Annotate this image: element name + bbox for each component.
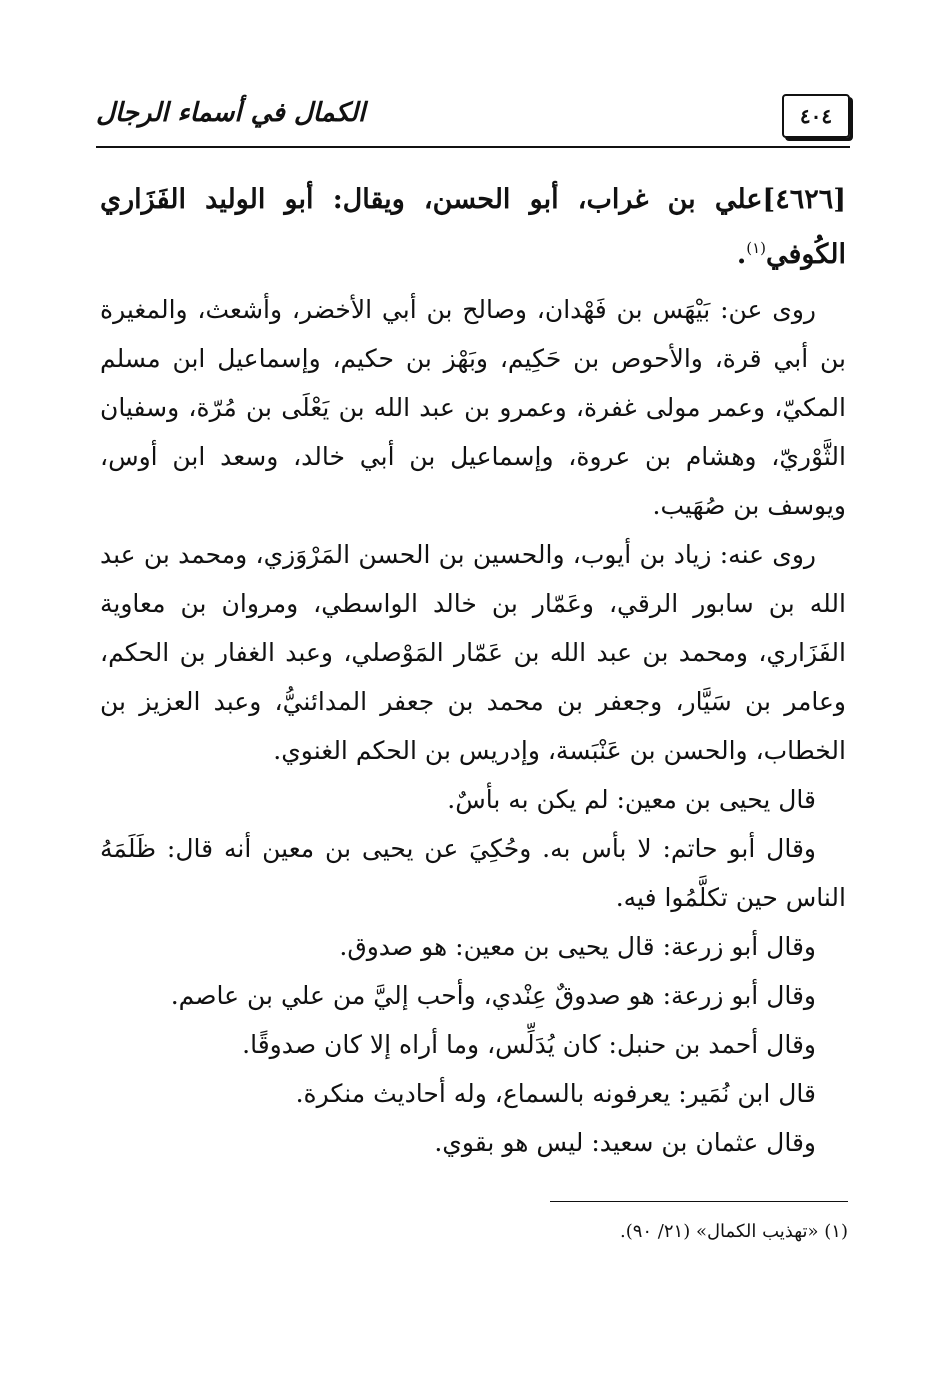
footnote-reference: (١) (746, 239, 766, 257)
entry-heading-text: [٤٦٢٦]علي بن غراب، أبو الحسن، ويقال: أبو الوليد الفَزَاري الكُوفي (100, 184, 846, 270)
paragraph-quote: وقال أبو زرعة: هو صدوقٌ عِنْدي، وأحب إليَّ من علي بن عاصم. (170, 981, 816, 1010)
page-header (96, 80, 850, 148)
page-number: ٤٠٤ (782, 94, 850, 138)
paragraph-quote: وقال عثمان بن سعيد: ليس هو بقوي. (434, 1128, 816, 1157)
paragraph-quote: وقال أبو حاتم: لا بأس به. وحُكِيَ عن يحيى بن معين أنه قال: ظَلَمَهُ الناس حين تكلَّمُوا فيه. (100, 834, 846, 912)
entry-heading (100, 176, 846, 279)
footnote-divider (550, 1201, 848, 1202)
paragraph-quote: وقال أحمد بن حنبل: كان يُدَلِّس، وما أراه إلا كان صدوقًا. (242, 1030, 816, 1059)
entry-heading-end: . (736, 239, 747, 270)
paragraph-narrated-from: روى عن: بَيْهَس بن فَهْدان، وصالح بن أبي الأخضر، وأشعث، والمغيرة بن أبي قرة، والأحوص بن حَكِيم، وبَهْز بن حكيم، وإسماعيل ابن مسلم المكيّ، وعمر مولى غفرة، وعمرو بن عبد الله بن يَعْلَى بن مُرّة، وسفيان الثَّوْريّ، وهشام بن عروة، وإسماعيل بن أبي خالد، وسعد ابن أوس، ويوسف بن صُهَيب. (100, 295, 846, 520)
paragraph-quote: قال ابن نُمَير: يعرفونه بالسماع، وله أحاديث منكرة. (295, 1079, 816, 1108)
book-title: الكمال في أسماء الرجال (96, 98, 366, 128)
page-body (100, 176, 846, 1167)
header-divider (96, 146, 850, 148)
paragraph-narrated-by: روى عنه: زياد بن أيوب، والحسين بن الحسن المَرْوَزي، ومحمد بن عبد الله بن سابور الرقي، وعَمّار بن خالد الواسطي، ومروان بن معاوية الفَزَاري، ومحمد بن عبد الله بن عَمّار المَوْصلي، وعبد الغفار بن الحكم، وعامر بن سَيَّار، وجعفر بن محمد بن جعفر المدائنيُّ، وعبد العزيز بن الخطاب، والحسن بن عَنْبَسة، وإدريس بن الحكم الغنوي. (100, 540, 846, 765)
paragraph-quote: وقال أبو زرعة: قال يحيى بن معين: هو صدوق. (339, 932, 816, 961)
footnote: (١) «تهذيب الكمال» (٢١/ ٩٠). (619, 1221, 848, 1242)
paragraph-quote: قال يحيى بن معين: لم يكن به بأسٌ. (447, 785, 816, 814)
